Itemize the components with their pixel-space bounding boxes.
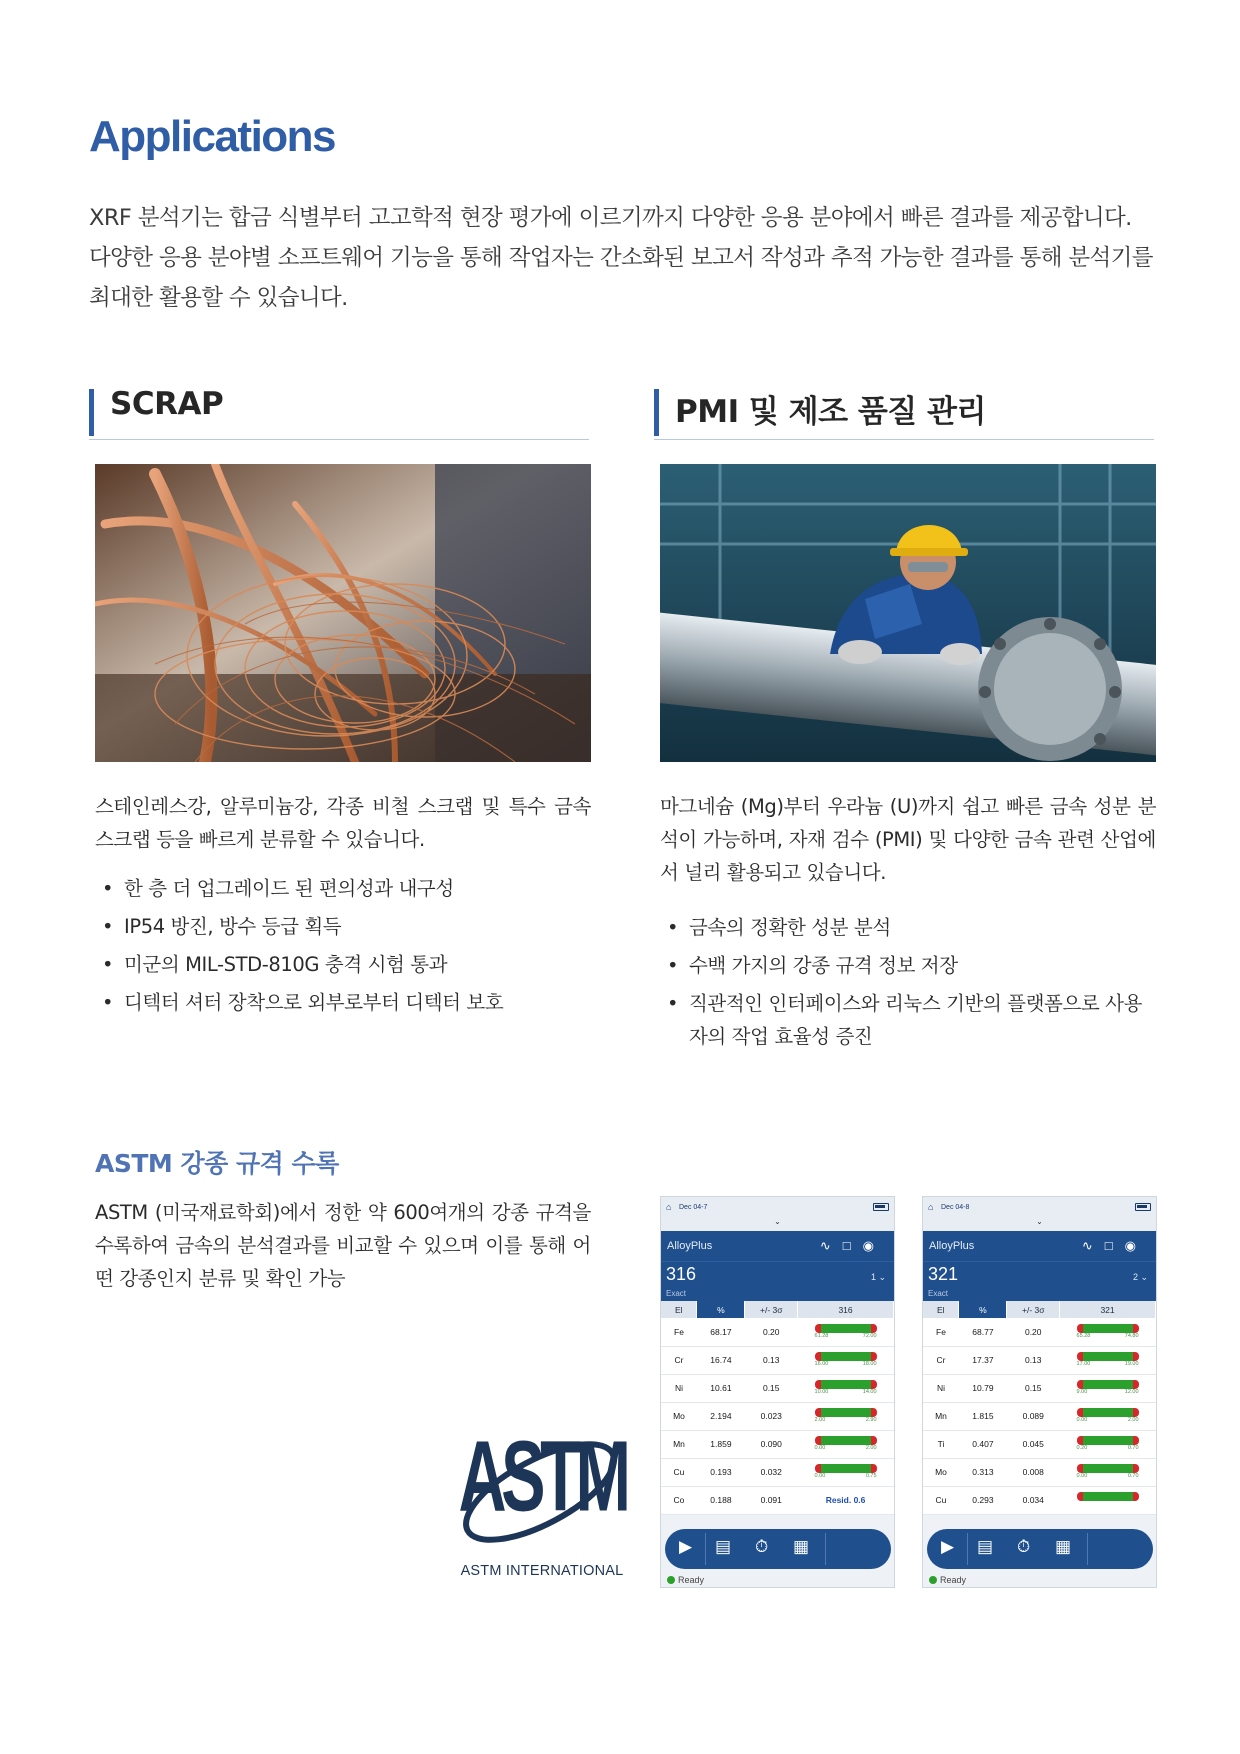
table-row: Cr 17.37 0.13 17.00 19.00 — [923, 1346, 1156, 1374]
column-header[interactable]: El — [661, 1301, 697, 1318]
scrap-heading-text: SCRAP — [110, 386, 224, 422]
list-item: • 한 층 더 업그레이드 된 편의성과 내구성 — [95, 872, 591, 905]
pmi-heading-text: PMI 및 제조 품질 관리 — [675, 394, 986, 430]
match-quality: Exact — [928, 1289, 949, 1298]
spec-range-gauge: 61.28 72.00 — [815, 1324, 877, 1340]
spec-range-gauge: 16.00 18.00 — [815, 1352, 877, 1368]
spec-range-gauge: 17.00 19.00 — [1077, 1352, 1139, 1368]
column-header[interactable]: +/- 3σ — [745, 1301, 798, 1318]
page-title: Applications — [89, 112, 336, 161]
table-row: Cu 0.293 0.034 — [923, 1486, 1156, 1514]
device-toolbar — [661, 1231, 894, 1261]
table-row: Mo 2.194 0.023 2.00 2.90 — [661, 1402, 894, 1430]
list-item: • IP54 방진, 방수 등급 획득 — [95, 910, 591, 943]
toolbar-icons[interactable]: ∿□◉ — [819, 1238, 886, 1253]
column-header[interactable]: El — [923, 1301, 959, 1318]
device-status-bar — [923, 1197, 1156, 1217]
table-row: Fe 68.17 0.20 61.28 72.00 — [661, 1318, 894, 1346]
table-row: Cr 16.74 0.13 16.00 18.00 — [661, 1346, 894, 1374]
spec-range-gauge: 0.00 0.75 — [815, 1464, 877, 1480]
calendar-icon[interactable]: ▦ — [793, 1537, 810, 1556]
device-status-bar — [661, 1197, 894, 1217]
spec-range-gauge: 10.00 14.00 — [815, 1380, 877, 1396]
play-icon[interactable]: ▶ — [679, 1537, 693, 1556]
svg-text:ASTM: ASTM — [458, 1419, 626, 1532]
table-row: Mo 0.313 0.008 0.00 0.70 — [923, 1458, 1156, 1486]
table-row: Fe 68.77 0.20 65.28 74.80 — [923, 1318, 1156, 1346]
timer-icon[interactable]: ⏱ — [755, 1537, 769, 1556]
table-row: Ni 10.79 0.15 9.00 12.00 — [923, 1374, 1156, 1402]
pmi-description — [660, 790, 1156, 1058]
toolbar-icons[interactable]: ∿□◉ — [1081, 1238, 1148, 1253]
spec-range-gauge: 65.28 74.80 — [1077, 1324, 1139, 1340]
composition-table — [923, 1301, 1156, 1515]
astm-logo-text: ASTM INTERNATIONAL — [460, 1563, 624, 1579]
analyzer-screen-316 — [660, 1196, 895, 1588]
battery-icon — [873, 1203, 889, 1211]
pmi-inspection-photo — [660, 464, 1156, 762]
battery-icon — [1135, 1203, 1151, 1211]
list-item: • 미군의 MIL-STD-810G 충격 시험 통과 — [95, 948, 591, 981]
column-header[interactable]: % — [697, 1301, 745, 1318]
device-ready-status: Ready — [667, 1575, 704, 1585]
grade-result — [661, 1261, 894, 1301]
scrap-feature-list — [95, 872, 591, 1019]
device-action-bar — [665, 1529, 891, 1569]
astm-section-title: ASTM 강종 규격 수록 — [95, 1149, 339, 1178]
table-row: Cu 0.193 0.032 0.00 0.75 — [661, 1458, 894, 1486]
play-icon[interactable]: ▶ — [941, 1537, 955, 1556]
grade-name: 316 — [666, 1264, 697, 1284]
spec-range-gauge: 0.00 2.00 — [815, 1436, 877, 1452]
list-item: • 수백 가지의 강종 규격 정보 저장 — [660, 949, 1156, 982]
residual-value: Resid. 0.6 — [825, 1495, 866, 1505]
intro-line: XRF 분석기는 합금 식별부터 고고학적 현장 평가에 이르기까지 다양한 응용 분야에서 빠른 결과를 제공합니다. — [89, 205, 1132, 231]
scrap-description — [95, 790, 591, 1024]
device-date: Dec 04-8 — [941, 1204, 970, 1211]
table-row: Ti 0.407 0.045 0.20 0.70 — [923, 1430, 1156, 1458]
timer-icon[interactable]: ⏱ — [1017, 1537, 1031, 1556]
report-icon[interactable]: ▤ — [977, 1537, 994, 1556]
report-icon[interactable]: ▤ — [715, 1537, 732, 1556]
scrap-section-heading — [89, 384, 589, 440]
heading-accent-bar — [89, 389, 94, 436]
table-row: Mn 1.859 0.090 0.00 2.00 — [661, 1430, 894, 1458]
device-action-bar — [927, 1529, 1153, 1569]
composition-table — [661, 1301, 894, 1515]
spec-range-gauge: 0.00 0.70 — [1077, 1464, 1139, 1480]
scrap-paragraph: 스테인레스강, 알루미늄강, 각종 비철 스크랩 및 특수 금속 스크랩 등을 빠르게 분류할 수 있습니다. — [95, 795, 591, 851]
spec-range-gauge: 9.00 12.00 — [1077, 1380, 1139, 1396]
astm-description: ASTM (미국재료학회)에서 정한 약 600여개의 강종 규격을 수록하여 금속의 분석결과를 비교할 수 있으며 이를 통해 어떤 강종인지 분류 및 확인 가능 — [95, 1201, 591, 1290]
table-row: Co 0.188 0.091 Resid. 0.6 — [661, 1486, 894, 1514]
column-header[interactable]: 321 — [1060, 1301, 1156, 1318]
spec-range-gauge — [1077, 1492, 1139, 1508]
mode-label: AlloyPlus — [667, 1240, 713, 1252]
list-item: • 금속의 정확한 성분 분석 — [660, 911, 1156, 944]
table-row: Mn 1.815 0.089 0.00 2.00 — [923, 1402, 1156, 1430]
device-date: Dec 04-7 — [679, 1204, 708, 1211]
column-header[interactable]: +/- 3σ — [1007, 1301, 1060, 1318]
home-icon[interactable]: ⌂ — [666, 1202, 672, 1212]
copper-scrap-photo — [95, 464, 591, 762]
home-icon[interactable]: ⌂ — [928, 1202, 934, 1212]
pmi-feature-list — [660, 911, 1156, 1053]
mode-label: AlloyPlus — [929, 1240, 975, 1252]
analyzer-screen-321 — [922, 1196, 1157, 1588]
spec-range-gauge: 0.20 0.70 — [1077, 1436, 1139, 1452]
spec-range-gauge: 2.00 2.90 — [815, 1408, 877, 1424]
grade-result — [923, 1261, 1156, 1301]
device-ready-status: Ready — [929, 1575, 966, 1585]
calendar-icon[interactable]: ▦ — [1055, 1537, 1072, 1556]
intro-line: 다양한 응용 분야별 소프트웨어 기능을 통해 작업자는 간소화된 보고서 작성과 추적 가능한 결과를 통해 분석기를 — [89, 245, 1153, 271]
pmi-section-heading — [654, 384, 1154, 440]
spec-range-gauge: 0.00 2.00 — [1077, 1408, 1139, 1424]
heading-accent-bar — [654, 389, 659, 436]
intro-paragraph — [89, 198, 1169, 318]
chevron-down-icon[interactable]: ⌄ — [661, 1217, 894, 1231]
list-item: • 디텍터 셔터 장착으로 외부로부터 디텍터 보호 — [95, 986, 591, 1019]
table-row: Ni 10.61 0.15 10.00 14.00 — [661, 1374, 894, 1402]
column-header[interactable]: 316 — [798, 1301, 894, 1318]
device-toolbar — [923, 1231, 1156, 1261]
match-quality: Exact — [666, 1289, 687, 1298]
pmi-paragraph: 마그네슘 (Mg)부터 우라늄 (U)까지 쉽고 빠른 금속 성분 분석이 가능하며, 자재 검수 (PMI) 및 다양한 금속 관련 산업에서 널리 활용되고 있습니다. — [660, 795, 1156, 884]
grade-name: 321 — [928, 1264, 959, 1284]
result-number[interactable]: 1 ⌄ — [870, 1272, 886, 1282]
list-item: • 직관적인 인터페이스와 리눅스 기반의 플랫폼으로 사용자의 작업 효율성 증진 — [660, 987, 1156, 1053]
column-header[interactable]: % — [959, 1301, 1007, 1318]
intro-line: 최대한 활용할 수 있습니다. — [89, 285, 348, 311]
result-number[interactable]: 2 ⌄ — [1132, 1272, 1148, 1282]
chevron-down-icon[interactable]: ⌄ — [923, 1217, 1156, 1231]
